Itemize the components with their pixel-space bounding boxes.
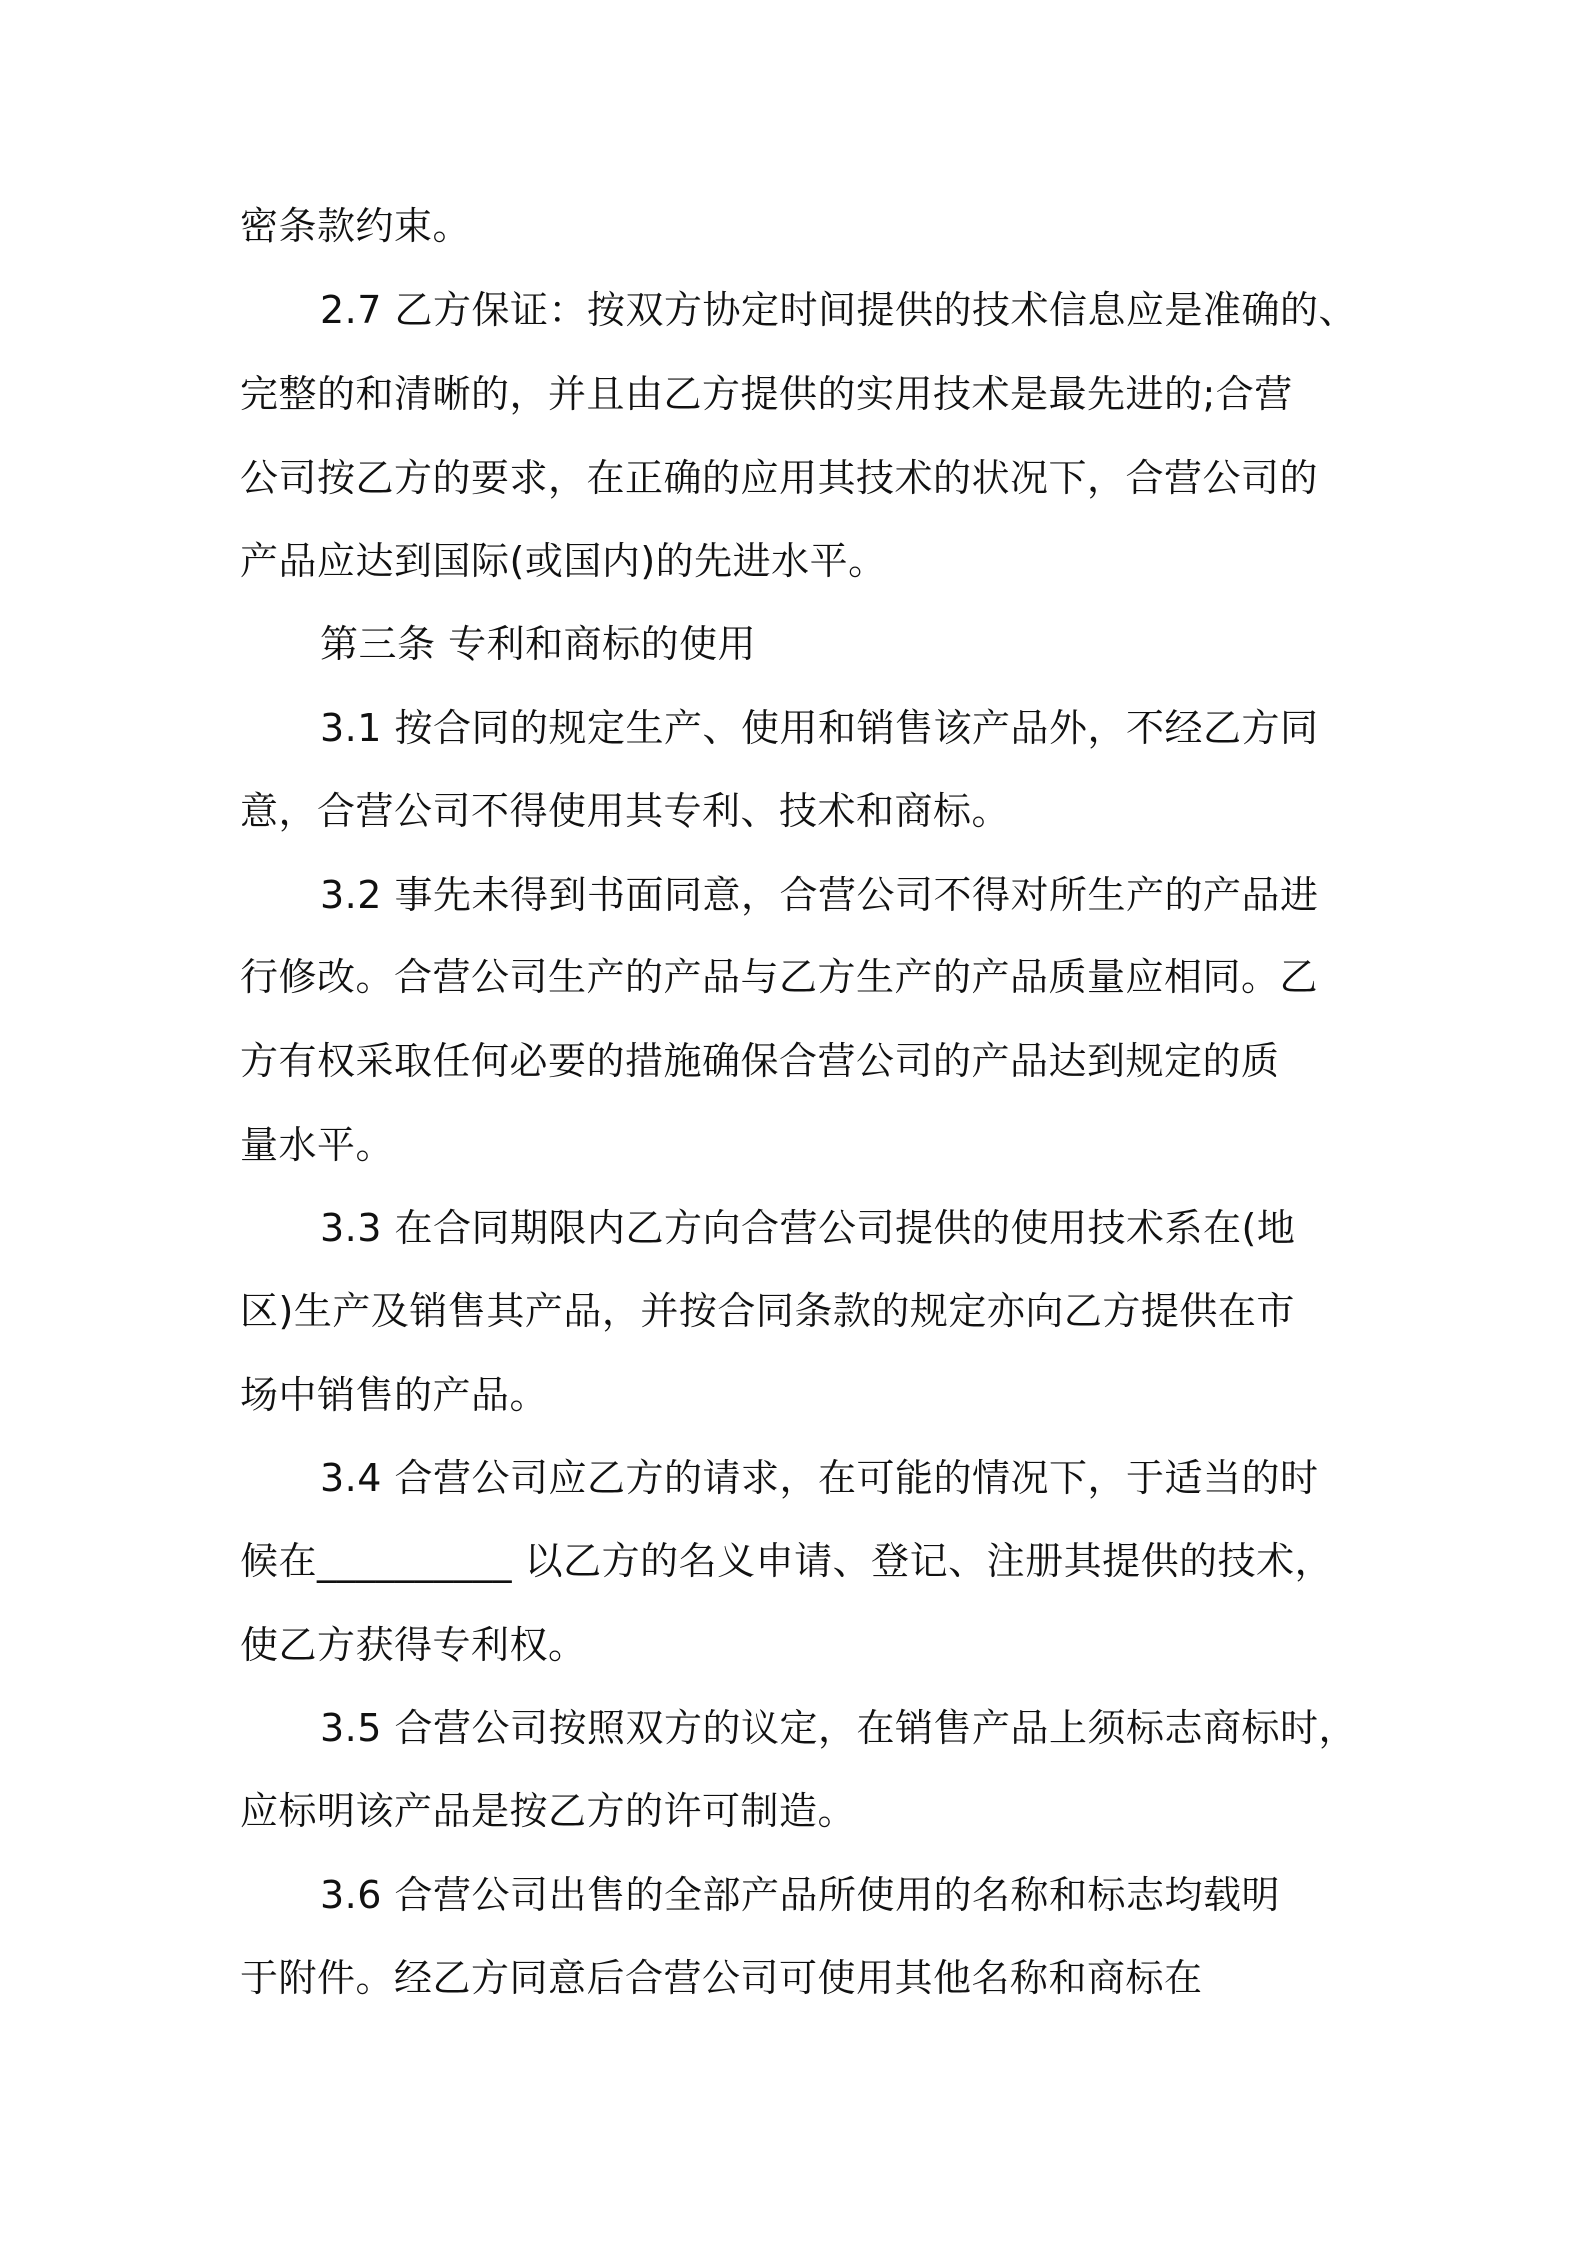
text-line: 完整的和清晰的，并且由乙方提供的实用技术是最先进的;合营 bbox=[240, 372, 1293, 416]
text-line-with-blank: 候在__________ 以乙方的名义申请、登记、注册其提供的技术， bbox=[240, 1539, 1334, 1583]
text-line: 量水平。 bbox=[240, 1123, 395, 1167]
text-line: 于附件。经乙方同意后合营公司可使用其他名称和商标在 bbox=[240, 1956, 1203, 2000]
text-line: 应标明该产品是按乙方的许可制造。 bbox=[240, 1789, 857, 1833]
clause-3-5: 3.5 合营公司按照双方的议定，在销售产品上须标志商标时， bbox=[320, 1706, 1358, 1750]
clause-3-3: 3.3 在合同期限内乙方向合营公司提供的使用技术系在(地 bbox=[320, 1206, 1296, 1250]
clause-2-7: 2.7 乙方保证：按双方协定时间提供的技术信息应是准确的、 bbox=[320, 288, 1358, 332]
text-line: 场中销售的产品。 bbox=[240, 1373, 549, 1417]
text-line: 使乙方获得专利权。 bbox=[240, 1623, 587, 1667]
text-line: 方有权采取任何必要的措施确保合营公司的产品达到规定的质 bbox=[240, 1039, 1280, 1083]
text-line: 行修改。合营公司生产的产品与乙方生产的产品质量应相同。乙 bbox=[240, 955, 1319, 999]
clause-3-1: 3.1 按合同的规定生产、使用和销售该产品外，不经乙方同 bbox=[320, 706, 1319, 750]
text-line: 产品应达到国际(或国内)的先进水平。 bbox=[240, 539, 887, 583]
text-line: 区)生产及销售其产品，并按合同条款的规定亦向乙方提供在市 bbox=[240, 1289, 1295, 1333]
clause-3-4: 3.4 合营公司应乙方的请求，在可能的情况下，于适当的时 bbox=[320, 1456, 1319, 1500]
text-line: 密条款约束。 bbox=[240, 204, 472, 248]
article-3-heading: 第三条 专利和商标的使用 bbox=[320, 622, 757, 666]
text-line: 公司按乙方的要求，在正确的应用其技术的状况下，合营公司的 bbox=[240, 456, 1319, 500]
clause-3-2: 3.2 事先未得到书面同意，合营公司不得对所生产的产品进 bbox=[320, 873, 1319, 917]
text-line: 意，合营公司不得使用其专利、技术和商标。 bbox=[240, 789, 1011, 833]
clause-3-6: 3.6 合营公司出售的全部产品所使用的名称和标志均载明 bbox=[320, 1873, 1281, 1917]
